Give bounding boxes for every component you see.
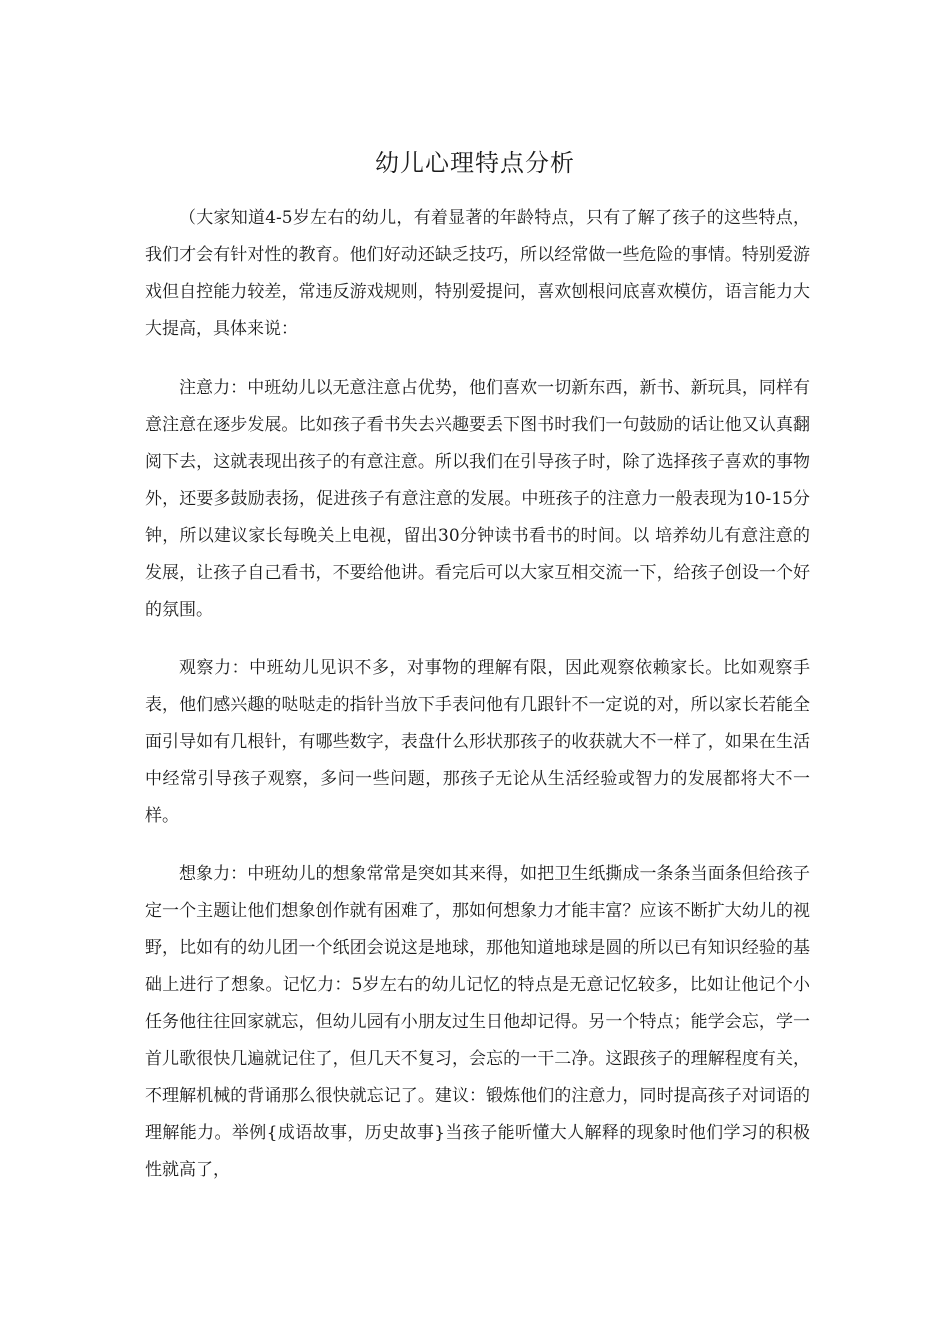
paragraph-intro: （大家知道4-5岁左右的幼儿，有着显著的年龄特点，只有了解了孩子的这些特点，我们才会有针对性的教育。他们好动还缺乏技巧，所以经常做一些危险的事情。特别爱游戏但自控能力较差，常违反游戏规则，特别爱提问，喜欢刨根问底喜欢模仿，语言能力大大提高，具体来说： [145,208,810,339]
paragraph-attention: 注意力：中班幼儿以无意注意占优势，他们喜欢一切新东西，新书、新玩具，同样有意注意在逐步发展。比如孩子看书失去兴趣要丢下图书时我们一句鼓励的话让他又认真翻阅下去，这就表现出孩子的有意注意。所以我们在引导孩子时，除了选择孩子喜欢的事物外，还要多鼓励表扬，促进孩子有意注意的发展。中班孩子的注意力一般表现为10-15分钟，所以建议家长每晚关上电视，留出30分钟读书看书的时间。以 培养幼儿有意注意的发展，让孩子自己看书，不要给他讲。看完后可以大家互相交流一下，给孩子创设一个好的氛围。 [145,378,810,620]
paragraph-observation: 观察力：中班幼儿见识不多，对事物的理解有限，因此观察依赖家长。比如观察手表，他们感兴趣的哒哒走的指针当放下手表问他有几跟针不一定说的对，所以家长若能全面引导如有几根针，有哪些数字，表盘什么形状那孩子的收获就大不一样了，如果在生活中经常引导孩子观察，多问一些问题，那孩子无论从生活经验或智力的发展都将大不一样。 [145,658,810,826]
document-title: 幼儿心理特点分析 [375,149,575,177]
paragraph-imagination-memory: 想象力：中班幼儿的想象常常是突如其来得，如把卫生纸撕成一条条当面条但给孩子定一个主题让他们想象创作就有困难了，那如何想象力才能丰富？应该不断扩大幼儿的视野，比如有的幼儿团一个纸团会说这是地球，那他知道地球是圆的所以已有知识经验的基础上进行了想象。记忆力：5岁左右的幼儿记忆的特点是无意记忆较多，比如让他记个小任务他往往回家就忘，但幼儿园有小朋友过生日他却记得。另一个特点；能学会忘，学一首儿歌很快几遍就记住了，但几天不复习，会忘的一干二净。这跟孩子的理解程度有关，不理解机械的背诵那么很快就忘记了。建议：锻炼他们的注意力，同时提高孩子对词语的理解能力。举例{成语故事，历史故事}当孩子能听懂大人解释的现象时他们学习的积极性就高了， [145,864,810,1180]
